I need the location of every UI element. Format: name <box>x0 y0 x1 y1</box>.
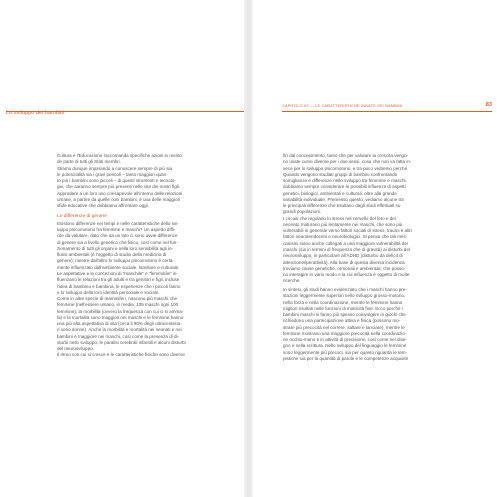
text-line: sfide educative che dobbiamo affrontare oggi. <box>57 203 149 209</box>
text-line: genetici, biologici, ambientali e culturali, oltre alla grande <box>283 190 397 196</box>
page-number: 83 <box>485 102 492 108</box>
text-line: del neurosviluppo. <box>57 346 94 352</box>
text-line: neonato maturano più lentamente nei maschi, che sono più <box>283 221 403 227</box>
text-line: In sintesi, gli studi hanno evidenziato che i maschi hanno pre- <box>283 286 407 292</box>
text-line: cile da valutare, dato che da un lato ci sono ovvie differenze <box>57 233 178 239</box>
text-line: la) e la mortalità sono maggiori nei maschi e le femmine hanno <box>57 314 184 320</box>
text-line: dobbiamo sempre considerare le possibili influenze di aspetti <box>283 184 406 190</box>
text-line: l'idea di bambino e bambina, le esperienze che i piccoli fanno <box>57 283 181 289</box>
text-line: no interagire in vario modo e la cui influenza è oggetto di molte <box>283 272 410 278</box>
text-line: neurosviluppo, in particolare all'ADHD (disturbo da deficit di <box>283 253 403 259</box>
text-line: una più alta aspettativa di vita (circa il 90% degli ultracentena- <box>57 321 182 327</box>
text-line: e lo sviluppo della loro identità personale e sociale. <box>57 289 160 295</box>
text-line: bambini maschi si fanno più spesso coinvolgere in giochi che <box>283 312 406 318</box>
text-line: ricerche. <box>283 278 301 284</box>
text-line: sturbi nello sviluppo, le paralisi cerebrali infantili e alcuni disturbi <box>57 339 186 345</box>
text-line: canismi siano anche collegati a una maggiore vulnerabilità dei <box>283 240 408 246</box>
text-line: Le aspettative e le concezioni di "maschile" e "femminile" in- <box>57 271 178 276</box>
right-page <box>253 0 497 497</box>
text-line: stazioni leggermente superiori nello sviluppo grosso-motorio, <box>283 293 406 299</box>
left-page-header <box>6 101 244 116</box>
text-line: Stiamo dunque imparando a conoscere sempre di più sia <box>57 165 173 171</box>
section-heading: Le differenze di genere <box>57 213 107 219</box>
text-line: richiedono una partecipazione attiva e fisica (possono mo- <box>283 318 401 324</box>
text-line: troviamo cause genetiche, ormonali e ambientali, che posso- <box>283 265 406 271</box>
text-line: somiglianze e differenze nello sviluppo tra femmine e maschi, <box>283 178 407 184</box>
text-line: gie, che saranno sempre più presenti nelle vite dei nostri figli. <box>57 184 181 190</box>
text-line: Quando vengono studiati gruppi di bambini confrontando <box>283 171 398 177</box>
text-line: bambini è maggiore nei maschi, così come la presenza di di- <box>57 333 180 339</box>
chapter-label: CAPITOLO 02 — LE CARATTERISTICHE INNATE DEI BAMBINI <box>282 103 403 108</box>
right-body-text <box>283 153 434 362</box>
text-line: di genere sia a livello genetico che fisico, così come nel fun- <box>57 239 178 245</box>
text-line: vulnerabili in generale verso fattori sociali di stress, traumi e altri <box>283 228 412 234</box>
text-line: Il ritmo con cui si cresce e le caratteristiche fisiche sono diverse <box>57 352 185 358</box>
text-line: sono leggermente più precoci, sia per quanto riguarda le tem- <box>283 349 408 355</box>
text-line: maschi (sia in termini di frequenza che di gravità) ai disturbi del <box>283 246 410 252</box>
right-page-header <box>282 101 492 112</box>
text-line: fin dal concepimento, tanto che per valutare la crescita vengo- <box>283 153 409 158</box>
text-line: de parte di tutti gli Stati membri. <box>57 159 121 165</box>
text-line: to più i bambini sono piccoli – di questi strumenti e tecnolo- <box>57 178 176 184</box>
text-line: ne occhio-mano e in attività di precisione, così come nel dise- <box>283 337 407 343</box>
text-line: attenzione/iperattività). Alla base di questa diversa incidenza <box>283 259 405 265</box>
running-head: Lo sviluppo dei bambini <box>6 110 65 116</box>
text-line: no usate curve diverse per i due sessi, cosa che non va fatta in- <box>283 159 412 165</box>
text-line: gno e nella scrittura. Nello sviluppo del linguaggio le femmine <box>283 343 407 349</box>
text-line: ri sono donne). Anche la morbilità e mortalità nei neonati e nei <box>57 327 182 333</box>
text-line: mente influenzato dall'ambiente sociale, familiare e culturale. <box>57 264 180 270</box>
text-line: femmine mostrano una maggiore precocità nella coordinazio- <box>283 330 407 336</box>
text-line: variabilità individuale. Premesso questo, vediamo alcune tra <box>283 196 404 202</box>
text-line: luppo psicomotorio fra femmine e maschi? Un aspetto diffi- <box>57 227 176 233</box>
text-line: le principali differenze che risultano dagli studi effettuati su <box>283 203 401 209</box>
left-body-text <box>57 153 208 359</box>
text-line: I circuiti che regolano lo stress nel cervello del feto e del <box>283 215 396 221</box>
text-line: strare più precocità nel correre, saltare e lanciare), mentre le <box>283 324 405 330</box>
book-gutter <box>244 0 253 497</box>
text-line: fattori neurotendocrini e neurobiologici. Si pensa che tali mec- <box>283 234 408 240</box>
left-page <box>0 0 244 497</box>
text-line: Esistono differenze nei tempi e nelle caratteristiche dello svi- <box>57 220 179 226</box>
text-line: Come in altre specie di mammiferi, nascono più maschi che <box>57 296 178 302</box>
text-line: le potenzialità sia i gravi pericoli – tanto maggiori quan- <box>57 171 168 177</box>
text-line: vece per lo sviluppo psicomotorio, e tra poco vedremo perché. <box>283 165 409 171</box>
text-line: grandi popolazioni. <box>283 209 322 215</box>
text-line: Cultura e l'Educazione raccomanda specifiche azioni in merito <box>57 153 182 158</box>
text-line: umane, a partire da quelle coni bambini, è una delle maggiori <box>57 196 181 202</box>
text-line: zionamento di tutti gli organi e nella loro sensibilità agli in- <box>57 245 174 251</box>
text-line: genere); mentre dall'altro lo sviluppo psicomotorio è certa- <box>57 258 174 264</box>
text-line: femmine), la morbilità (ovvero la frequenza con cui ci si amma- <box>57 308 184 314</box>
text-line: Approdare a un loro uso consapevole all'interno delle relazioni <box>57 190 183 196</box>
text-line: nella forza e nella coordinazione, mentre le femmine hanno <box>283 299 403 305</box>
text-line: flussi ambientali (è l'oggetto di studio della medicina di <box>57 252 167 258</box>
text-line: pistiche sia per la quantità di parole e le competenze acquisite <box>283 355 409 361</box>
text-line: migliori risultati nelle funzioni di motricità fine. Ecco perché i <box>283 305 403 311</box>
text-line: fluenzano le relazioni tra gli adulti e tra genitori e figli, incluse <box>57 277 180 283</box>
text-line: femmine (nell'essere umano, in media, 105 maschi ogni 100 <box>57 302 179 308</box>
